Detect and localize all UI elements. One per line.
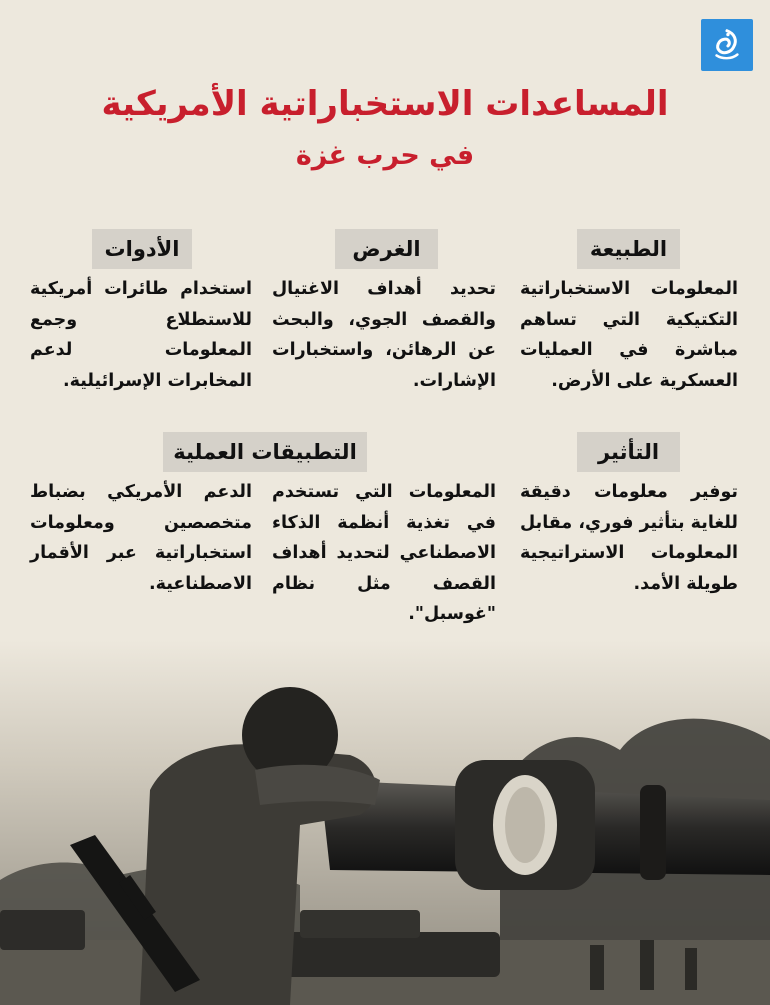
label-tools: الأدوات xyxy=(92,229,192,269)
text-tools: استخدام طائرات أمريكية للاستطلاع وجمع المعلومات لدعم المخابرات الإسرائيلية. xyxy=(30,279,252,391)
label-practical-applications: التطبيقات العملية xyxy=(163,432,367,472)
soldier-artillery-photo xyxy=(0,640,770,1005)
label-nature: الطبيعة xyxy=(577,229,680,269)
al-jazeera-logo-icon xyxy=(701,19,753,71)
text-practical-applications-2: الدعم الأمريكي بضباط متخصصين ومعلومات استخباراتية عبر الأقمار الاصطناعية. xyxy=(30,482,252,594)
page-subtitle: في حرب غزة xyxy=(295,140,475,171)
page-title: المساعدات الاستخباراتية الأمريكية xyxy=(101,84,669,124)
text-impact: توفير معلومات دقيقة للغاية بتأثير فوري، مقابل المعلومات الاستراتيجية طويلة الأمد. xyxy=(520,482,738,594)
text-purpose: تحديد أهداف الاغتيال والقصف الجوي، والبحث عن الرهائن، واستخبارات الإشارات. xyxy=(272,279,496,391)
label-impact: التأثير xyxy=(577,432,680,472)
text-practical-applications-1: المعلومات التي تستخدم في تغذية أنظمة الذكاء الاصطناعي لتحديد أهداف القصف مثل نظام "غوسبل". xyxy=(272,482,496,624)
text-nature: المعلومات الاستخباراتية التكتيكية التي تساهم مباشرة في العمليات العسكرية على الأرض. xyxy=(520,279,738,391)
label-purpose: الغرض xyxy=(335,229,438,269)
